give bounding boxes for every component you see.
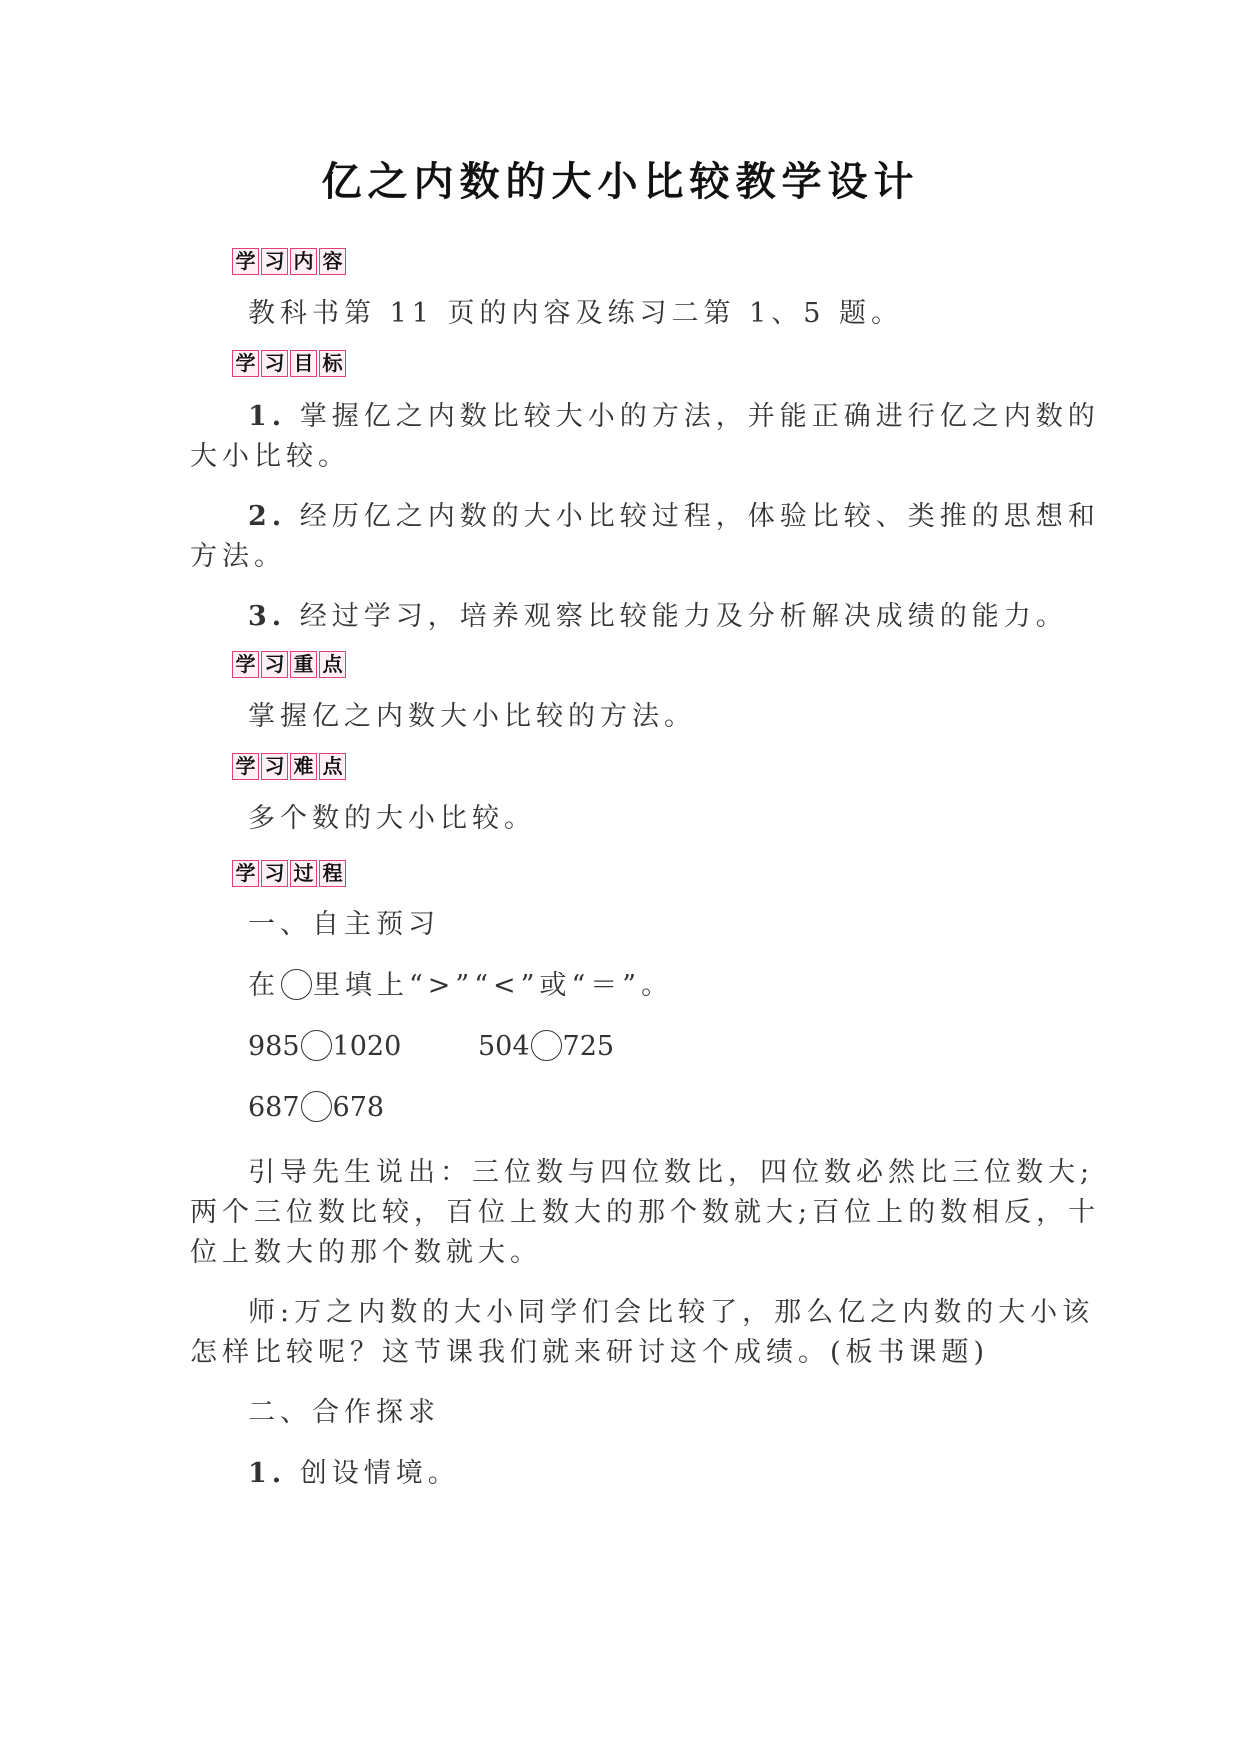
section-tag-difficulty: 学 习 难 点 <box>232 753 346 781</box>
goal-1-line-1: 1. 掌握亿之内数比较大小的方法，并能正确进行亿之内数的 <box>248 401 1100 432</box>
step-2-heading: 二、合作探求 <box>248 1397 440 1428</box>
blank-circle-icon <box>281 969 312 1000</box>
goal-3-line: 3. 经过学习，培养观察比较能力及分析解决成绩的能力。 <box>248 601 1068 632</box>
focus-text: 掌握亿之内数大小比较的方法。 <box>248 701 696 732</box>
section-tag-focus: 学 习 重 点 <box>232 651 346 679</box>
teacher-line-2: 怎样比较呢？这节课我们就来研讨这个成绩。(板书课题) <box>190 1337 990 1368</box>
guide-line-2: 两个三位数比较，百位上数大的那个数就大;百位上的数相反，十 <box>190 1197 1101 1228</box>
teacher-line-1: 师:万之内数的大小同学们会比较了，那么亿之内数的大小该 <box>248 1297 1095 1328</box>
question-1: 985 1020 <box>248 1031 402 1062</box>
step-2-item-1: 1. 创设情境。 <box>248 1458 460 1489</box>
section-tag-goal: 学 习 目 标 <box>232 350 346 378</box>
question-2: 504 725 <box>478 1031 615 1062</box>
blank-circle-icon <box>301 1091 332 1122</box>
content-text: 教科书第 11 页的内容及练习二第 1、5 题。 <box>248 298 904 329</box>
section-tag-process: 学 习 过 程 <box>232 860 346 888</box>
guide-line-1: 引导先生说出：三位数与四位数比，四位数必然比三位数大; <box>248 1157 1095 1188</box>
fill-instruction: 在 里填上“>”“<”或“＝”。 <box>248 970 674 1001</box>
section-tag-content: 学 习 内 容 <box>232 248 346 276</box>
document-title: 亿之内数的大小比较教学设计 <box>321 159 920 205</box>
goal-2-line-2: 方法。 <box>190 541 286 572</box>
difficulty-text: 多个数的大小比较。 <box>248 803 536 834</box>
goal-2-line-1: 2. 经历亿之内数的大小比较过程，体验比较、类推的思想和 <box>248 501 1100 532</box>
blank-circle-icon <box>301 1030 332 1061</box>
step-1-heading: 一、自主预习 <box>248 909 440 940</box>
blank-circle-icon <box>531 1030 562 1061</box>
guide-line-3: 位上数大的那个数就大。 <box>190 1237 542 1268</box>
question-3: 687 678 <box>248 1092 385 1123</box>
goal-1-line-2: 大小比较。 <box>190 441 350 472</box>
